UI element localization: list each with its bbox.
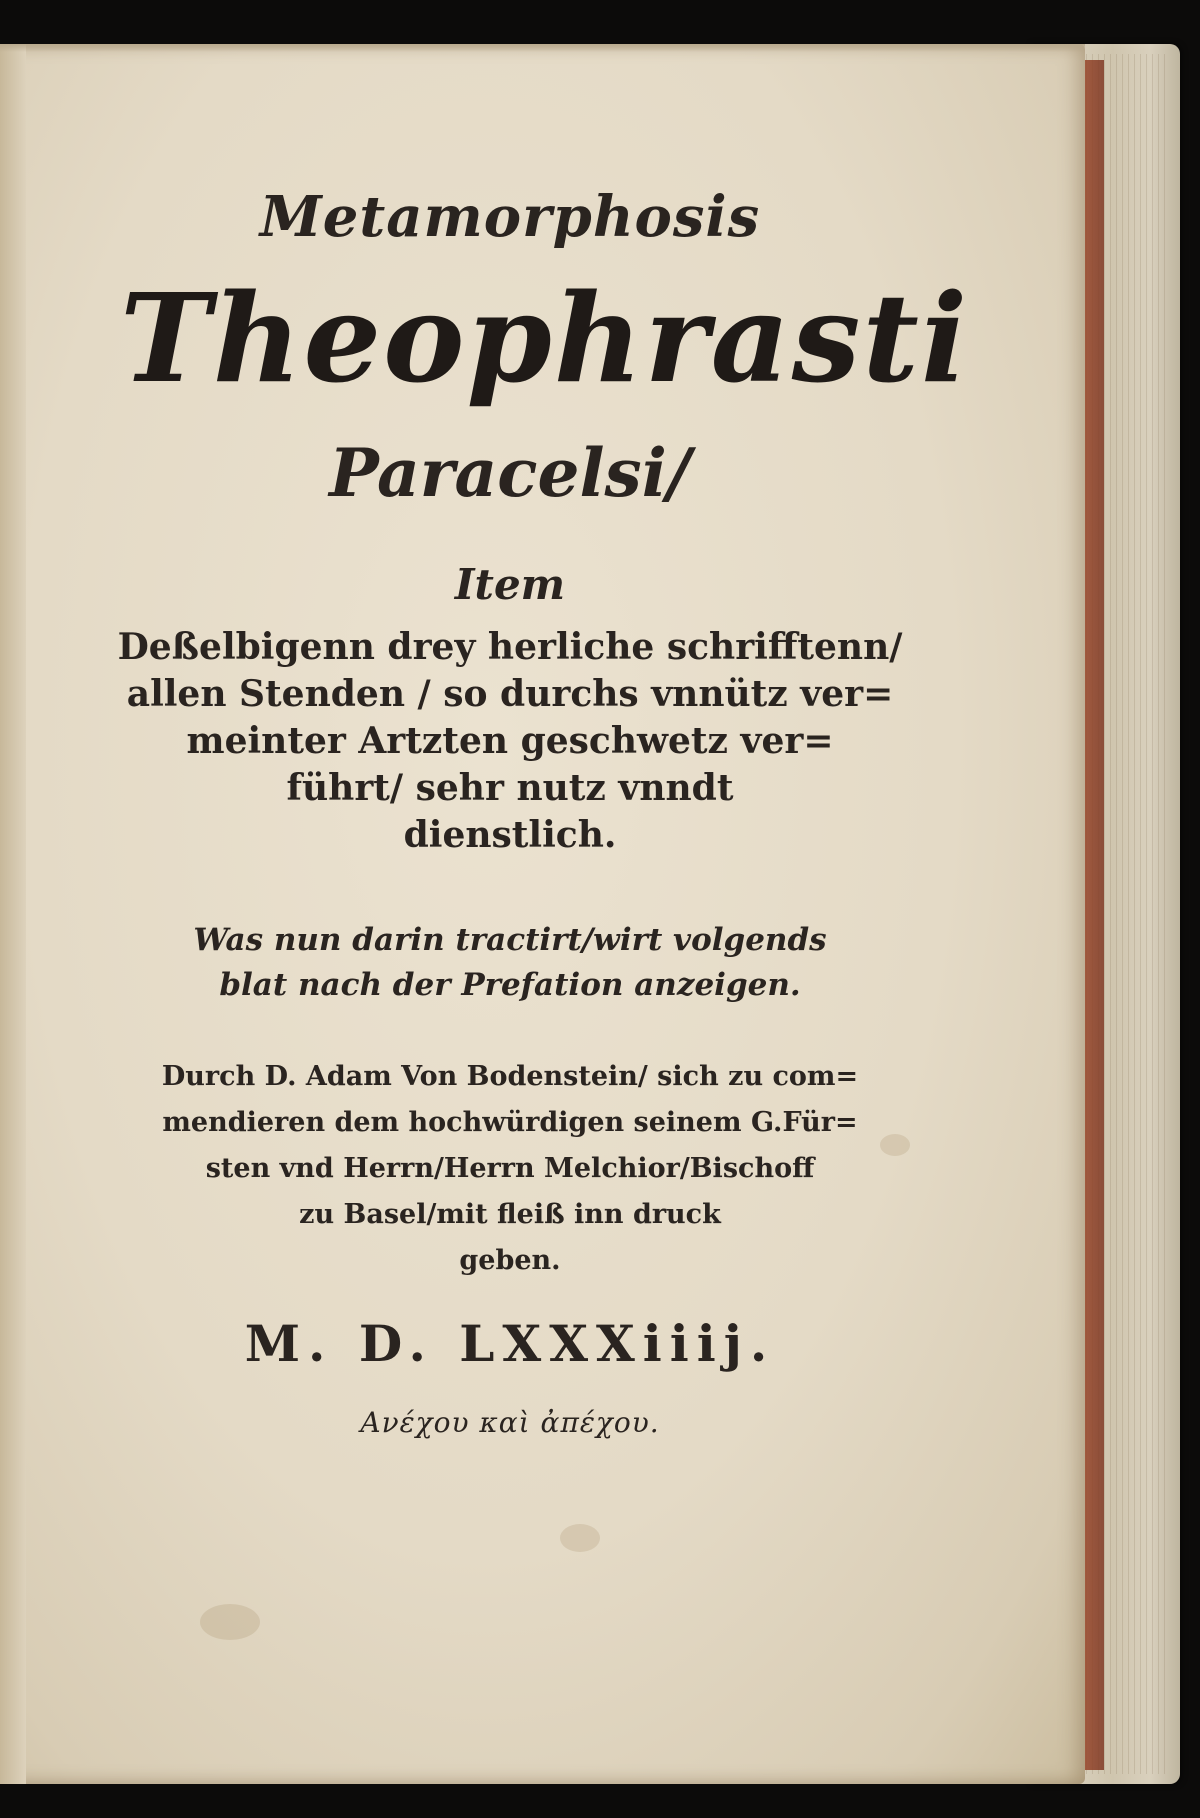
description-line: meinter Artzten geschwetz ver=: [186, 720, 834, 762]
dedication-line: Durch D. Adam Von Bodenstein/ sich zu com=: [161, 1061, 859, 1092]
contents-note-line: blat nach der Prefation anzeigen.: [219, 967, 801, 1003]
title-line-metamorphosis: Metamorphosis: [259, 184, 761, 250]
page-gutter: [0, 44, 26, 1784]
contents-note-block: [110, 918, 910, 1008]
dedication-line: sten vnd Herrn/Herrn Melchior/Bischoff: [205, 1153, 815, 1184]
contents-note-line: Was nun darin tractirt/wirt volgends: [193, 922, 827, 958]
description-line: allen Stenden / so durchs vnnütz ver=: [126, 673, 894, 715]
title-page: [0, 44, 1085, 1784]
dedication-line: geben.: [459, 1245, 561, 1276]
greek-motto: Ανέχου καὶ ἀπέχου.: [360, 1406, 660, 1439]
dedication-line: mendieren dem hochwürdigen seinem G.Für=: [162, 1107, 858, 1138]
dedication-block: [110, 1054, 910, 1284]
paper-stain: [560, 1524, 600, 1552]
title-line-theophrasti: Theophrasti: [120, 266, 970, 410]
description-line: dienstlich.: [403, 814, 617, 856]
description-line: Deßelbigenn drey herliche schrifftenn/: [117, 626, 903, 668]
page-top-shadow: [0, 44, 1085, 52]
publication-date: M. D. LXXXiiij.: [244, 1314, 776, 1373]
title-line-item: Item: [454, 560, 566, 609]
description-block: [110, 624, 910, 859]
dedication-line: zu Basel/mit fleiß inn druck: [299, 1199, 721, 1230]
title-line-paracelsi: Paracelsi/: [329, 434, 691, 512]
paper-stain: [200, 1604, 260, 1640]
description-line: führt/ sehr nutz vnndt: [286, 767, 734, 809]
